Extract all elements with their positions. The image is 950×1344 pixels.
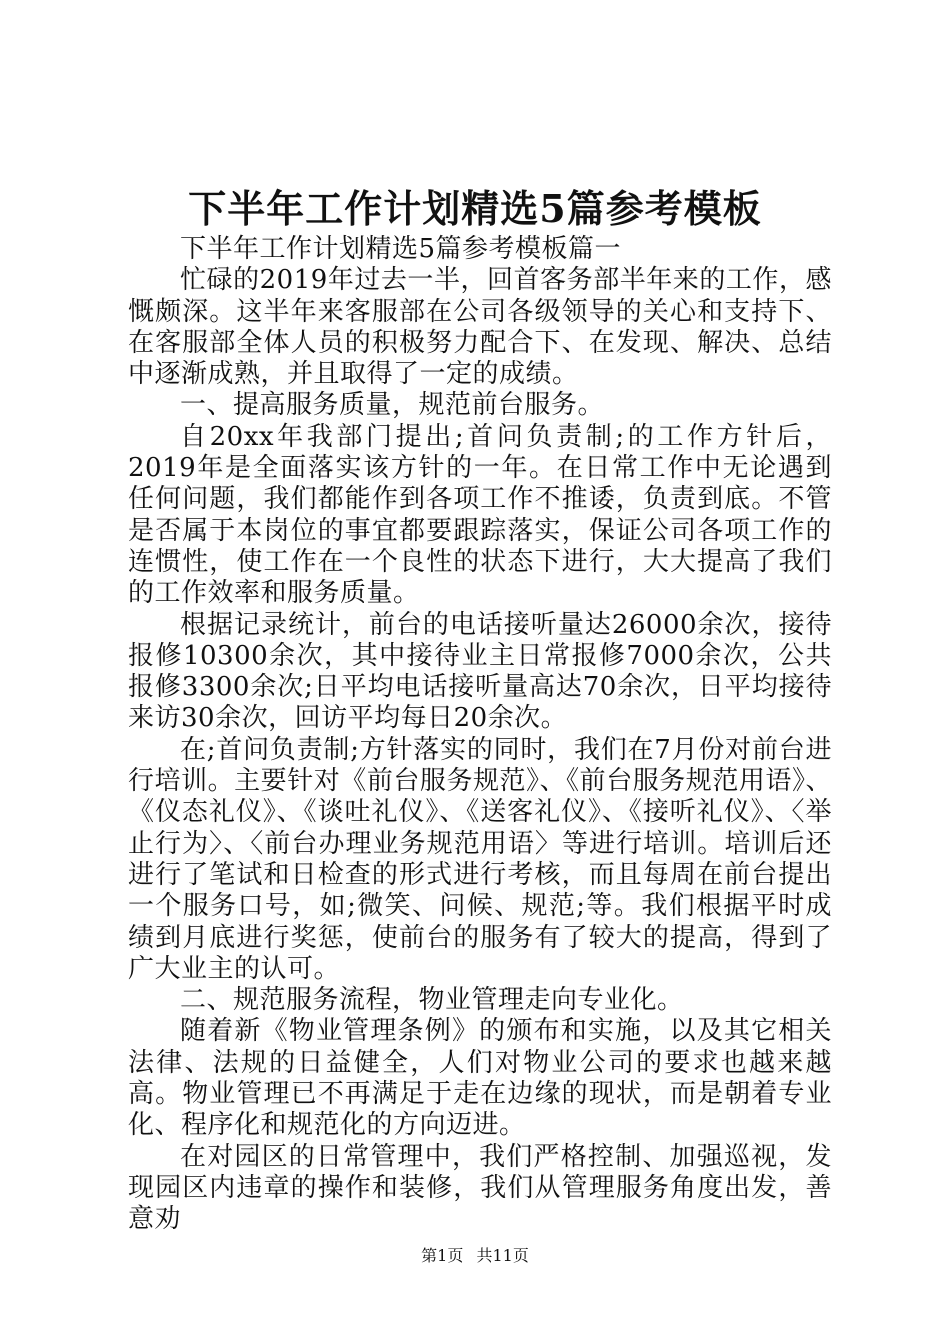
paragraph: 忙碌的2019年过去一半，回首客务部半年来的工作，感慨颇深。这半年来客服部在公司各级领导的关心和支持下、在客服部全体人员的积极努力配合下、在发现、解决、总结中逐渐成熟，并且取得了一定的成绩。: [128, 265, 832, 390]
section-heading: 一、提高服务质量，规范前台服务。: [180, 390, 605, 421]
document-title: 下半年工作计划精选5篇参考模板: [188, 186, 762, 231]
paragraph: 在对园区的日常管理中，我们严格控制、加强巡视，发现园区内违章的操作和装修，我们从管理服务角度出发，善意劝: [128, 1141, 832, 1235]
paragraph: 根据记录统计，前台的电话接听量达26000余次，接待报修10300余次，其中接待业主日常报修7000余次，公共报修3300余次;日平均电话接听量高达70余次，日平均接待来访30余次，回访平均每日20余次。: [128, 609, 832, 734]
section-heading: 下半年工作计划精选5篇参考模板篇一: [180, 234, 622, 264]
paragraph: 自20xx年我部门提出;首问负责制;的工作方针后，2019年是全面落实该方针的一年。在日常工作中无论遇到任何问题，我们都能作到各项工作不推诿，负责到底。不管是否属于本岗位的事宜都要跟踪落实，保证公司各项工作的连惯性，使工作在一个良性的状态下进行，大大提高了我们的工作效率和服务质量。: [128, 421, 832, 609]
section-heading: 二、规范服务流程，物业管理走向专业化。: [180, 985, 684, 1016]
paragraph: 在;首问负责制;方针落实的同时，我们在7月份对前台进行培训。主要针对《前台服务规范》、《前台服务规范用语》、《仪态礼仪》、《谈吐礼仪》、《送客礼仪》、《接听礼仪》、〈举止行为〉、〈前台办理业务规范用语〉等进行培训。培训后还进行了笔试和日检查的形式进行考核，而且每周在前台提出一个服务口号，如;微笑、问候、规范;等。我们根据平时成绩到月底进行奖惩，使前台的服务有了较大的提高，得到了广大业主的认可。: [128, 734, 832, 984]
page-number: 第1页: [421, 1246, 464, 1265]
page-total: 共11页: [476, 1246, 529, 1265]
page-footer: [0, 1244, 950, 1268]
document-body: [128, 234, 832, 1236]
paragraph: 随着新《物业管理条例》的颁布和实施，以及其它相关法律、法规的日益健全，人们对物业公司的要求也越来越高。物业管理已不再满足于走在边缘的现状，而是朝着专业化、程序化和规范化的方向迈进。: [128, 1016, 832, 1141]
